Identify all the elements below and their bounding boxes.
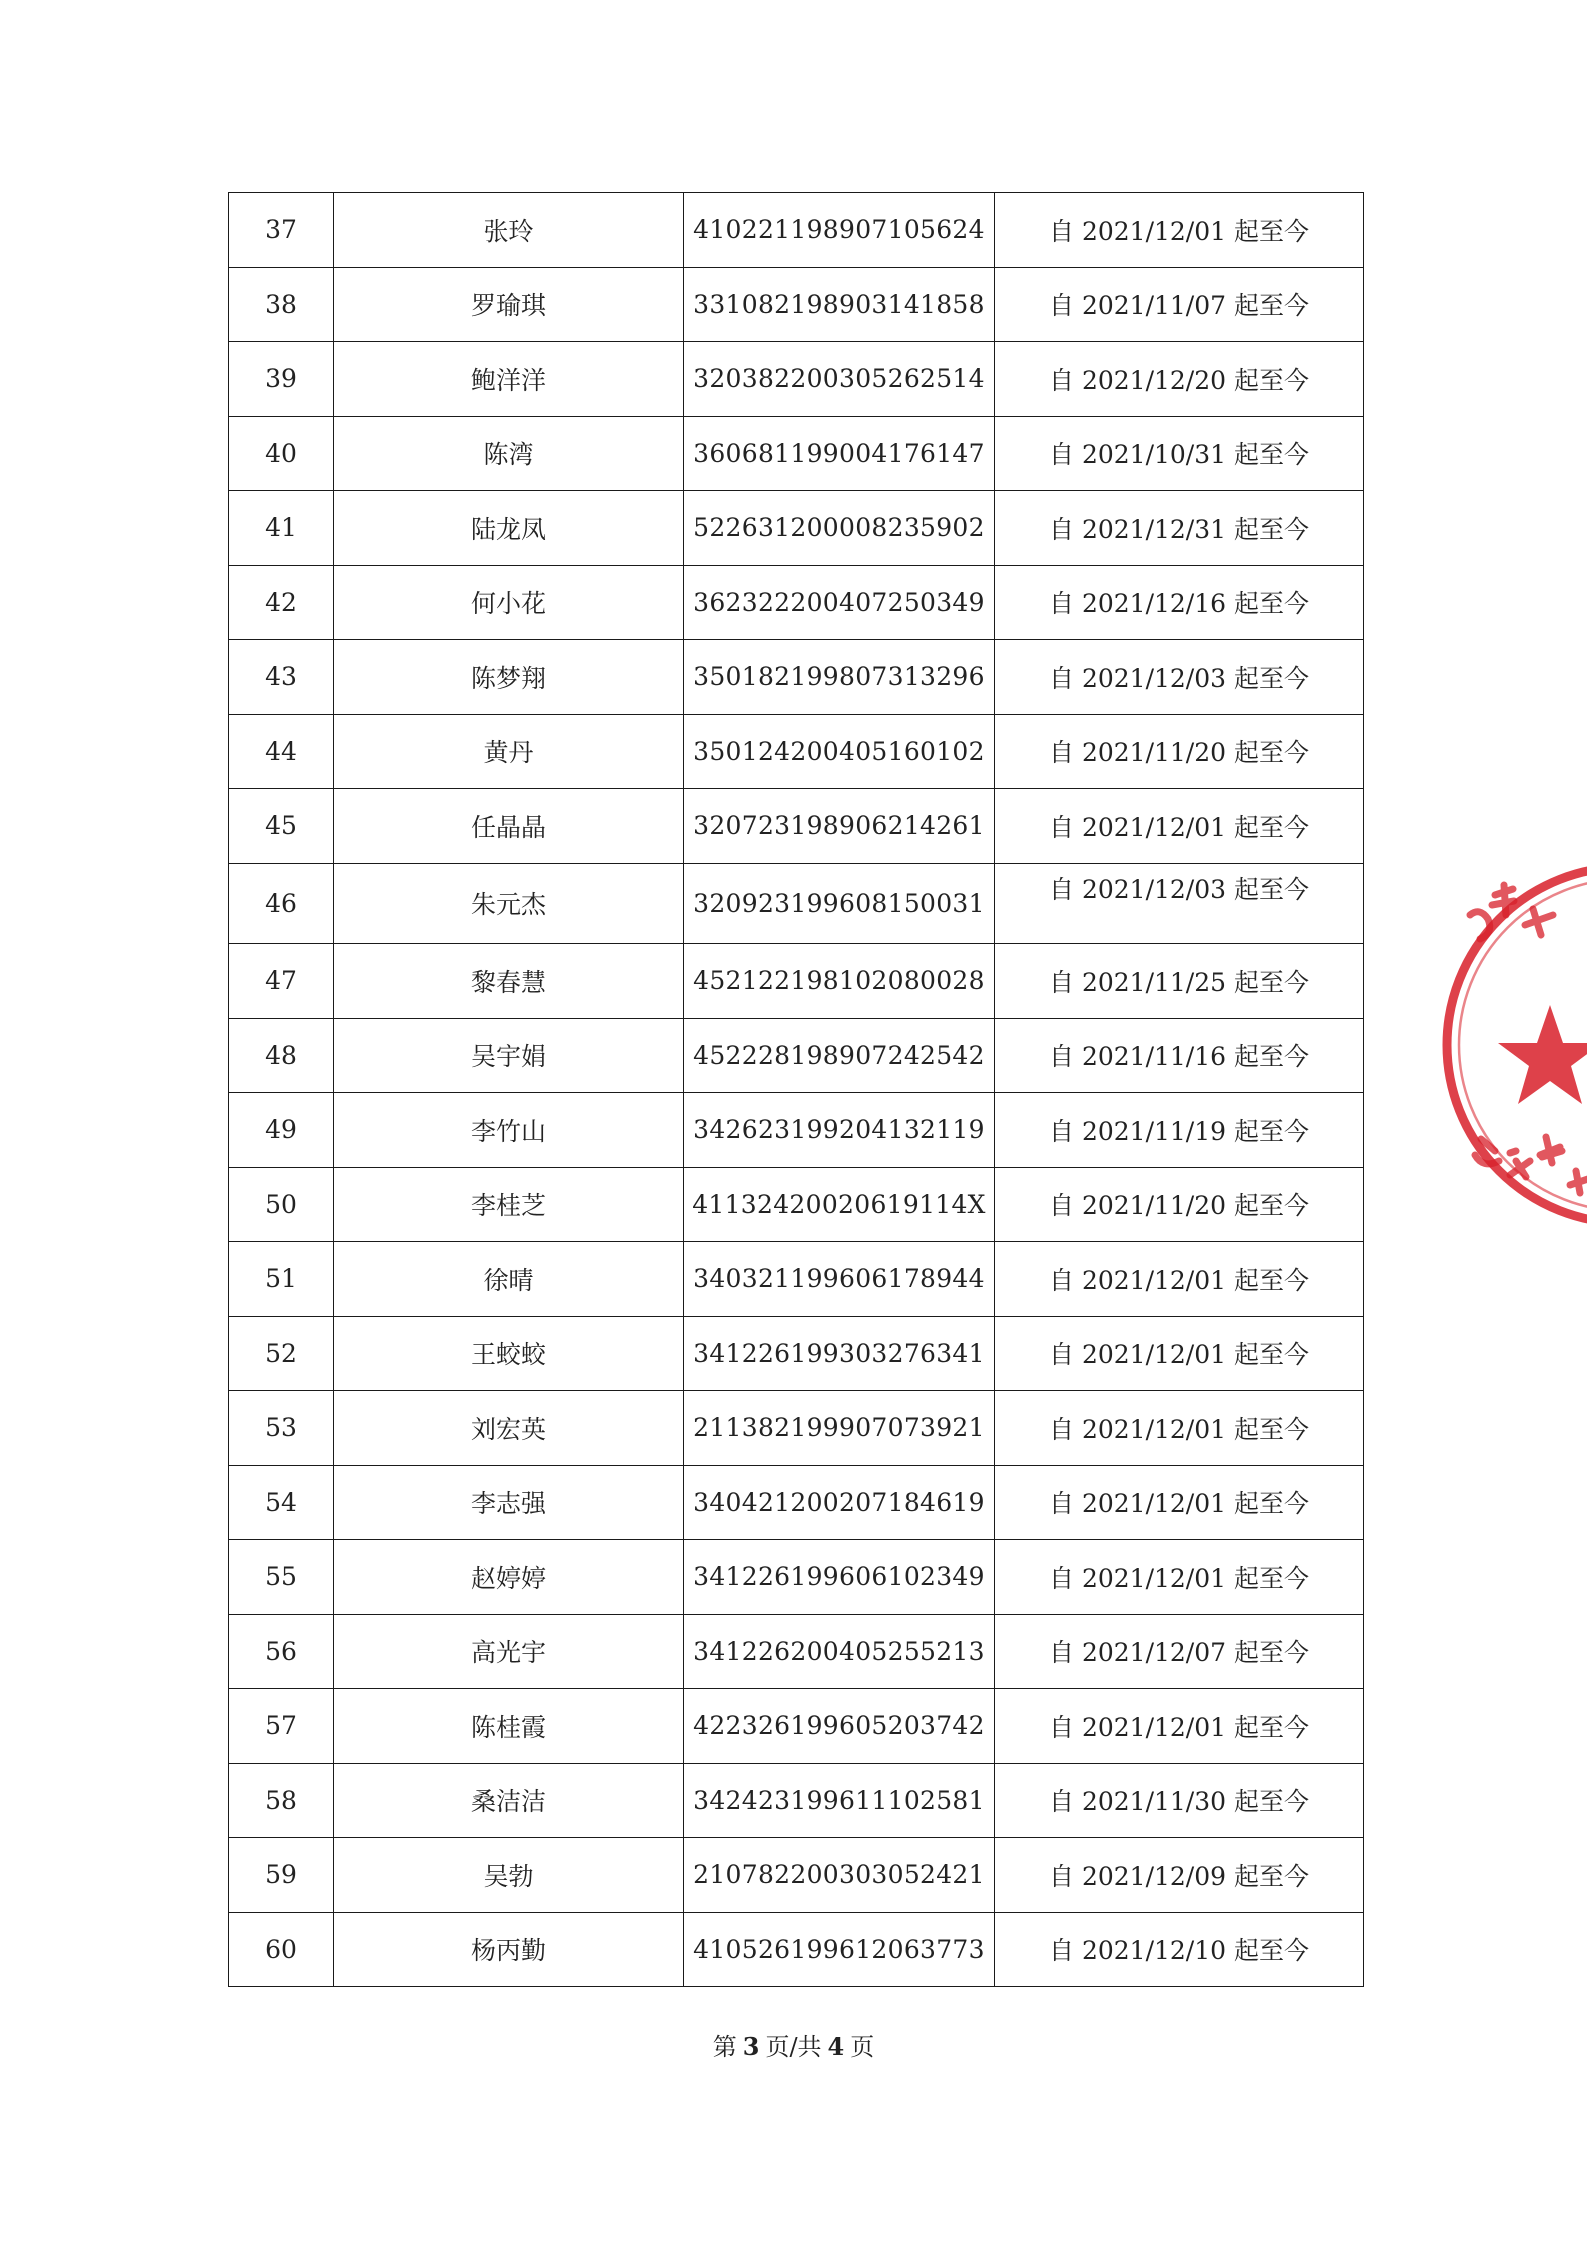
row-number-cell: 41 bbox=[229, 491, 334, 566]
table-row bbox=[229, 1316, 1364, 1391]
table-row bbox=[229, 789, 1364, 864]
employee-table bbox=[228, 192, 1364, 1987]
name-cell: 李志强 bbox=[334, 1465, 684, 1540]
row-number-cell: 55 bbox=[229, 1540, 334, 1615]
employment-period-cell: 自 2021/11/30 起至今 bbox=[995, 1763, 1364, 1838]
seal-star-icon bbox=[1498, 1005, 1587, 1104]
name-cell: 张玲 bbox=[334, 193, 684, 268]
employment-period-cell: 自 2021/12/01 起至今 bbox=[995, 1540, 1364, 1615]
id-number-cell: 320723198906214261 bbox=[684, 789, 995, 864]
table-row bbox=[229, 1465, 1364, 1540]
name-cell: 陈湾 bbox=[334, 416, 684, 491]
id-number-cell: 341226199606102349 bbox=[684, 1540, 995, 1615]
company-seal bbox=[1440, 855, 1587, 1235]
employment-period-cell: 自 2021/11/16 起至今 bbox=[995, 1018, 1364, 1093]
name-cell: 赵婷婷 bbox=[334, 1540, 684, 1615]
table-row bbox=[229, 1391, 1364, 1466]
table-row bbox=[229, 1614, 1364, 1689]
id-number-cell: 211382199907073921 bbox=[684, 1391, 995, 1466]
name-cell: 鲍洋洋 bbox=[334, 342, 684, 417]
employment-period-cell: 自 2021/11/20 起至今 bbox=[995, 1167, 1364, 1242]
id-number-cell: 341226200405255213 bbox=[684, 1614, 995, 1689]
employment-period-cell: 自 2021/12/09 起至今 bbox=[995, 1838, 1364, 1913]
row-number-cell: 47 bbox=[229, 944, 334, 1019]
row-number-cell: 38 bbox=[229, 267, 334, 342]
name-cell: 任晶晶 bbox=[334, 789, 684, 864]
id-number-cell: 452122198102080028 bbox=[684, 944, 995, 1019]
employment-period-cell: 自 2021/12/01 起至今 bbox=[995, 1391, 1364, 1466]
total-page-count: 4 bbox=[827, 2032, 845, 2061]
table-row bbox=[229, 1167, 1364, 1242]
name-cell: 李桂芝 bbox=[334, 1167, 684, 1242]
id-number-cell: 342623199204132119 bbox=[684, 1093, 995, 1168]
page-footer bbox=[0, 2027, 1587, 2062]
id-number-cell: 210782200303052421 bbox=[684, 1838, 995, 1913]
id-number-cell: 41132420020619114X bbox=[684, 1167, 995, 1242]
table-row bbox=[229, 714, 1364, 789]
id-number-cell: 342423199611102581 bbox=[684, 1763, 995, 1838]
name-cell: 刘宏英 bbox=[334, 1391, 684, 1466]
table-row bbox=[229, 1689, 1364, 1764]
footer-middle: 页/共 bbox=[765, 2033, 822, 2061]
id-number-cell: 362322200407250349 bbox=[684, 565, 995, 640]
row-number-cell: 39 bbox=[229, 342, 334, 417]
employment-period-cell: 自 2021/11/19 起至今 bbox=[995, 1093, 1364, 1168]
id-number-cell: 350182199807313296 bbox=[684, 640, 995, 715]
table-row bbox=[229, 342, 1364, 417]
id-number-cell: 320923199608150031 bbox=[684, 863, 995, 944]
table-row bbox=[229, 1838, 1364, 1913]
name-cell: 徐晴 bbox=[334, 1242, 684, 1317]
name-cell: 李竹山 bbox=[334, 1093, 684, 1168]
row-number-cell: 60 bbox=[229, 1912, 334, 1987]
row-number-cell: 40 bbox=[229, 416, 334, 491]
table-row bbox=[229, 565, 1364, 640]
name-cell: 陆龙凤 bbox=[334, 491, 684, 566]
row-number-cell: 52 bbox=[229, 1316, 334, 1391]
employment-period-cell: 自 2021/12/07 起至今 bbox=[995, 1614, 1364, 1689]
employment-period-cell: 自 2021/12/01 起至今 bbox=[995, 1465, 1364, 1540]
name-cell: 桑洁洁 bbox=[334, 1763, 684, 1838]
row-number-cell: 37 bbox=[229, 193, 334, 268]
employment-period-cell: 自 2021/12/01 起至今 bbox=[995, 789, 1364, 864]
employment-period-cell: 自 2021/11/25 起至今 bbox=[995, 944, 1364, 1019]
name-cell: 陈梦翔 bbox=[334, 640, 684, 715]
id-number-cell: 410221198907105624 bbox=[684, 193, 995, 268]
row-number-cell: 50 bbox=[229, 1167, 334, 1242]
row-number-cell: 45 bbox=[229, 789, 334, 864]
row-number-cell: 46 bbox=[229, 863, 334, 944]
employee-table-body bbox=[229, 193, 1364, 1987]
row-number-cell: 59 bbox=[229, 1838, 334, 1913]
id-number-cell: 452228198907242542 bbox=[684, 1018, 995, 1093]
employment-period-cell: 自 2021/12/01 起至今 bbox=[995, 1689, 1364, 1764]
row-number-cell: 57 bbox=[229, 1689, 334, 1764]
footer-prefix: 第 bbox=[712, 2033, 737, 2061]
table-row bbox=[229, 267, 1364, 342]
table-row bbox=[229, 863, 1364, 944]
table-row bbox=[229, 1763, 1364, 1838]
id-number-cell: 350124200405160102 bbox=[684, 714, 995, 789]
employment-period-cell: 自 2021/12/31 起至今 bbox=[995, 491, 1364, 566]
employment-period-cell: 自 2021/12/01 起至今 bbox=[995, 1242, 1364, 1317]
name-cell: 陈桂霞 bbox=[334, 1689, 684, 1764]
id-number-cell: 320382200305262514 bbox=[684, 342, 995, 417]
row-number-cell: 54 bbox=[229, 1465, 334, 1540]
id-number-cell: 422326199605203742 bbox=[684, 1689, 995, 1764]
row-number-cell: 51 bbox=[229, 1242, 334, 1317]
row-number-cell: 56 bbox=[229, 1614, 334, 1689]
row-number-cell: 43 bbox=[229, 640, 334, 715]
name-cell: 黄丹 bbox=[334, 714, 684, 789]
employment-period-cell: 自 2021/12/03 起至今 bbox=[995, 863, 1364, 944]
employment-period-cell: 自 2021/12/01 起至今 bbox=[995, 193, 1364, 268]
name-cell: 杨丙勤 bbox=[334, 1912, 684, 1987]
row-number-cell: 53 bbox=[229, 1391, 334, 1466]
employment-period-cell: 自 2021/12/01 起至今 bbox=[995, 1316, 1364, 1391]
employment-period-cell: 自 2021/11/20 起至今 bbox=[995, 714, 1364, 789]
employment-period-cell: 自 2021/12/03 起至今 bbox=[995, 640, 1364, 715]
id-number-cell: 331082198903141858 bbox=[684, 267, 995, 342]
name-cell: 何小花 bbox=[334, 565, 684, 640]
table-row bbox=[229, 416, 1364, 491]
row-number-cell: 42 bbox=[229, 565, 334, 640]
row-number-cell: 58 bbox=[229, 1763, 334, 1838]
row-number-cell: 44 bbox=[229, 714, 334, 789]
table-row bbox=[229, 1093, 1364, 1168]
id-number-cell: 522631200008235902 bbox=[684, 491, 995, 566]
table-row bbox=[229, 1242, 1364, 1317]
employment-period-cell: 自 2021/11/07 起至今 bbox=[995, 267, 1364, 342]
name-cell: 罗瑜琪 bbox=[334, 267, 684, 342]
employment-period-cell: 自 2021/12/20 起至今 bbox=[995, 342, 1364, 417]
row-number-cell: 48 bbox=[229, 1018, 334, 1093]
employment-period-cell: 自 2021/10/31 起至今 bbox=[995, 416, 1364, 491]
name-cell: 吴宇娟 bbox=[334, 1018, 684, 1093]
id-number-cell: 360681199004176147 bbox=[684, 416, 995, 491]
table-row bbox=[229, 1540, 1364, 1615]
row-number-cell: 49 bbox=[229, 1093, 334, 1168]
table-row bbox=[229, 1018, 1364, 1093]
id-number-cell: 410526199612063773 bbox=[684, 1912, 995, 1987]
employment-period-cell: 自 2021/12/16 起至今 bbox=[995, 565, 1364, 640]
table-row bbox=[229, 193, 1364, 268]
table-row bbox=[229, 491, 1364, 566]
name-cell: 黎春慧 bbox=[334, 944, 684, 1019]
id-number-cell: 340321199606178944 bbox=[684, 1242, 995, 1317]
name-cell: 王蛟蛟 bbox=[334, 1316, 684, 1391]
table-row bbox=[229, 1912, 1364, 1987]
table-row bbox=[229, 640, 1364, 715]
id-number-cell: 340421200207184619 bbox=[684, 1465, 995, 1540]
current-page-number: 3 bbox=[742, 2032, 760, 2061]
employment-period-cell: 自 2021/12/10 起至今 bbox=[995, 1912, 1364, 1987]
name-cell: 吴勃 bbox=[334, 1838, 684, 1913]
id-number-cell: 341226199303276341 bbox=[684, 1316, 995, 1391]
table-row bbox=[229, 944, 1364, 1019]
footer-suffix: 页 bbox=[850, 2033, 875, 2061]
name-cell: 朱元杰 bbox=[334, 863, 684, 944]
name-cell: 高光宇 bbox=[334, 1614, 684, 1689]
